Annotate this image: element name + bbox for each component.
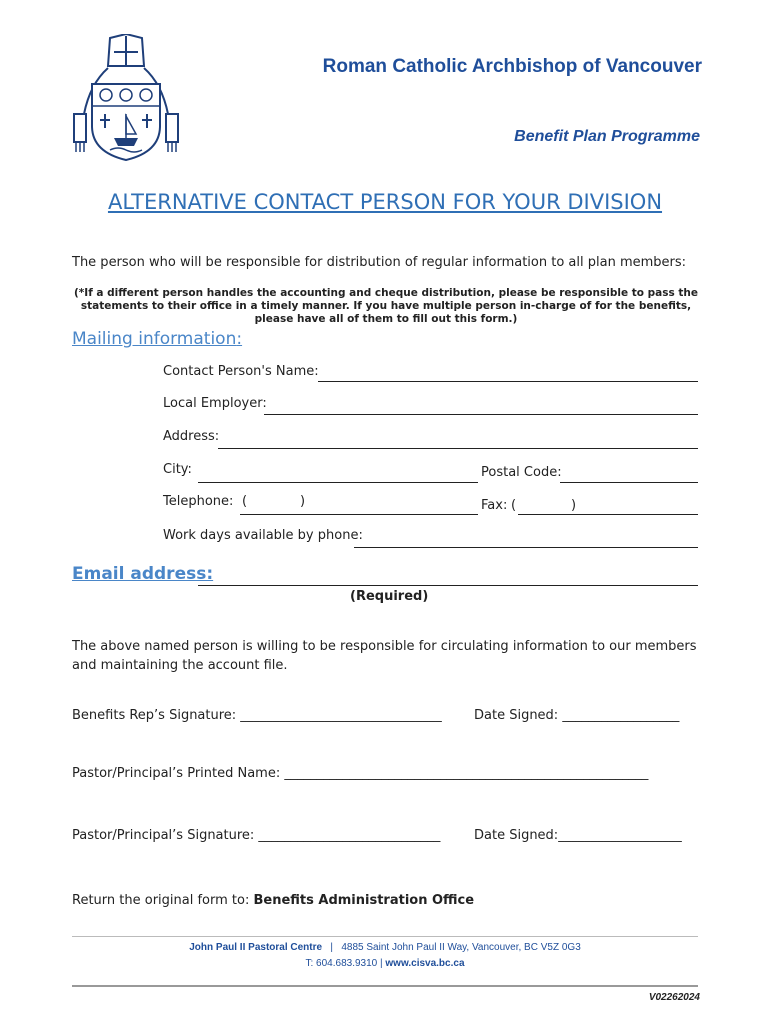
mailing-info-heading — [72, 329, 242, 349]
organization-name: Roman Catholic Archbishop of Vancouver — [322, 56, 702, 77]
rep-signature-line[interactable]: Benefits Rep’s Signature: _______________________________ — [72, 708, 442, 723]
footer-separator: | — [330, 942, 334, 953]
email-field[interactable] — [198, 585, 698, 586]
programme-name: Benefit Plan Programme — [514, 128, 700, 145]
fax-area-close: ) — [571, 498, 577, 513]
footer-separator-2: | — [380, 958, 383, 969]
instruction-note: (*If a different person handles the accounting and cheque distribution, please be responsible to pass the statements to their office in a timely manner. If you have multiple person in-charge of for the benefits, please have all of them to fill out this form.) — [74, 287, 698, 325]
mailing-info-heading-text: Mailing information — [72, 329, 237, 349]
pastor-printed-name-line[interactable]: Pastor/Principal’s Printed Name: ________________________________________________________ — [72, 766, 649, 781]
footer-contact-line — [0, 958, 770, 969]
return-label: Return the original form to: — [72, 893, 250, 908]
work-days-label: Work days available by phone: — [163, 528, 363, 543]
footer-centre-name: John Paul II Pastoral Centre — [189, 942, 323, 953]
email-heading: Email address: — [72, 564, 214, 584]
fax-area-open: ( — [511, 498, 517, 513]
return-office: Benefits Administration Office — [253, 893, 475, 908]
contact-name-label: Contact Person's Name: — [163, 364, 319, 379]
return-instruction — [72, 893, 474, 908]
local-employer-label: Local Employer: — [163, 396, 267, 411]
responsibility-statement: The above named person is willing to be responsible for circulating information to our members and maintaining the account file. — [72, 639, 697, 673]
telephone-area-close: ) — [300, 494, 306, 509]
footer-street-address: 4885 Saint John Paul II Way, Vancouver, BC V5Z 0G3 — [341, 942, 581, 953]
city-label: City: — [163, 462, 192, 477]
date-signed-line-1[interactable]: Date Signed: __________________ — [474, 708, 680, 723]
address-field[interactable] — [218, 448, 698, 449]
form-version: V02262024 — [648, 992, 700, 1003]
telephone-field[interactable] — [240, 514, 478, 515]
footer-divider-top — [72, 936, 698, 937]
address-label: Address: — [163, 429, 220, 444]
telephone-area-open: ( — [242, 494, 248, 509]
footer-phone: T: 604.683.9310 — [305, 958, 378, 969]
form-title: ALTERNATIVE CONTACT PERSON FOR YOUR DIVISION — [107, 190, 663, 214]
mailing-info-heading-colon: : — [236, 329, 243, 349]
postal-code-field[interactable] — [560, 482, 698, 483]
date-signed-line-2[interactable]: Date Signed:___________________ — [474, 828, 682, 843]
pastor-signature-line[interactable]: Pastor/Principal’s Signature: ____________________________ — [72, 828, 441, 843]
footer-address-line — [0, 942, 770, 953]
contact-name-field[interactable] — [318, 381, 698, 382]
fax-field[interactable] — [518, 514, 698, 515]
city-field[interactable] — [198, 482, 478, 483]
postal-code-label: Postal Code: — [481, 465, 562, 480]
archdiocese-crest-logo — [70, 34, 182, 162]
email-required-note: (Required) — [350, 589, 429, 604]
local-employer-field[interactable] — [264, 414, 698, 415]
footer-website-link[interactable]: www.cisva.bc.ca — [385, 958, 465, 969]
intro-text: The person who will be responsible for distribution of regular information to all plan members: — [72, 255, 687, 270]
footer-divider-bottom — [72, 985, 698, 987]
telephone-label: Telephone: — [163, 494, 234, 509]
work-days-field[interactable] — [354, 547, 698, 548]
fax-label: Fax: — [481, 498, 508, 513]
